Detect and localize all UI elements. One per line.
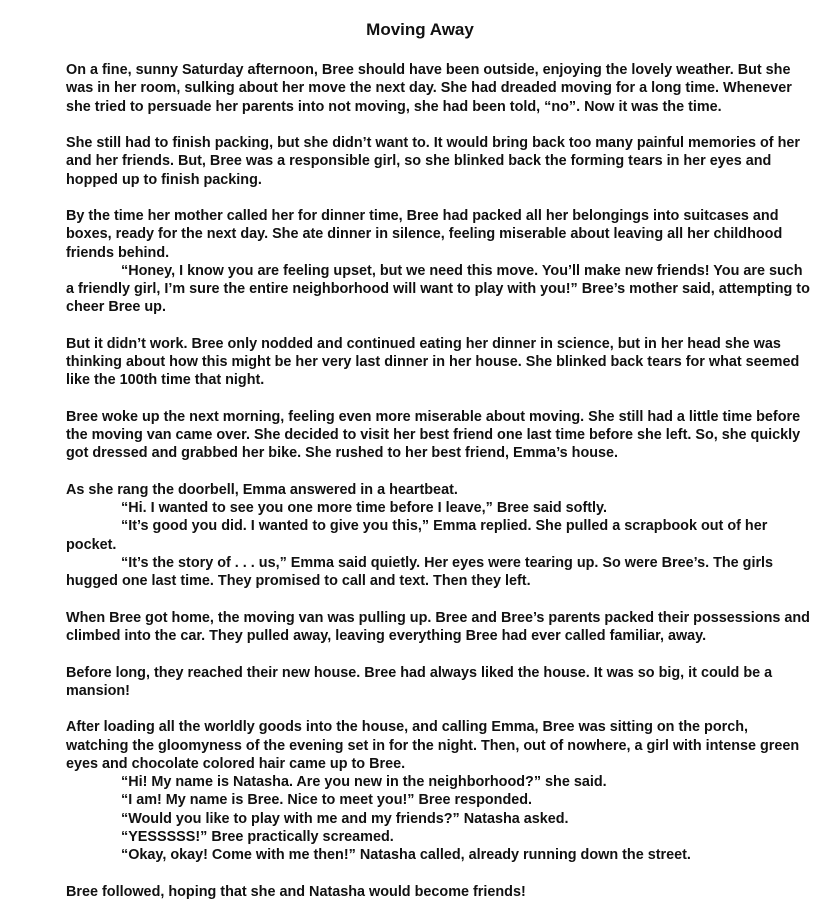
text-line: a friendly girl, I’m sure the entire neighborhood will want to play with you!” Bree’s mother said, attempting to	[66, 281, 810, 298]
text-line: got dressed and grabbed her bike. She rushed to her best friend, Emma’s house.	[66, 445, 619, 462]
dialogue-line: “Okay, okay! Come with me then!” Natasha called, already running down the street.	[121, 847, 691, 864]
dialogue-line: “I am! My name is Bree. Nice to meet you!” Bree responded.	[121, 792, 533, 809]
text-line: was in her room, sulking about her move the next day. She had dreaded moving for a long time. Whenever	[66, 80, 792, 97]
paragraph	[66, 61, 792, 116]
text-line: mansion!	[66, 682, 130, 699]
text-line: the moving van came over. She decided to visit her best friend one last time before she left. So, she quickly	[66, 427, 801, 444]
text-line: climbed into the car. They pulled away, leaving everything Bree had ever called familiar, away.	[66, 628, 707, 645]
text-line: On a fine, sunny Saturday afternoon, Bree should have been outside, enjoying the lovely weather. But she	[66, 62, 791, 78]
dialogue-line: “It’s the story of . . . us,” Emma said quietly. Her eyes were tearing up. So were Bree’s. The girls	[121, 554, 774, 571]
document-title: Moving Away	[366, 20, 474, 39]
text-line: watching the gloomyness of the evening set in for the night. Then, out of nowhere, a girl with intense green	[66, 737, 800, 754]
text-line: hugged one last time. They promised to call and text. Then they left.	[66, 573, 531, 590]
text-line: eyes and chocolate colored hair came up to Bree.	[66, 755, 406, 772]
text-line: Bree followed, hoping that she and Natasha would become friends!	[66, 883, 526, 900]
text-line: thinking about how this might be her very last dinner in her house. She blinked back tears for what seemed	[66, 354, 800, 371]
text-line: like the 100th time that night.	[66, 372, 265, 389]
paragraph	[66, 718, 800, 864]
paragraph	[66, 207, 810, 317]
dialogue-line: “Would you like to play with me and my friends?” Natasha asked.	[121, 810, 569, 827]
text-line: As she rang the doorbell, Emma answered in a heartbeat.	[66, 481, 458, 498]
text-line: After loading all the worldly goods into the house, and calling Emma, Bree was sitting on the porch,	[66, 719, 749, 736]
paragraph	[66, 609, 810, 646]
paragraph	[66, 883, 782, 901]
dialogue-line: “Honey, I know you are feeling upset, but we need this move. You’ll make new friends! You are such	[121, 262, 803, 279]
text-line: pocket.	[66, 536, 117, 553]
text-line: Bree woke up the next morning, feeling even more miserable about moving. She still had a little time before	[66, 408, 801, 425]
dialogue-line: “Hi. I wanted to see you one more time before I leave,” Bree said softly.	[121, 500, 607, 517]
paragraph	[66, 408, 801, 463]
text-line: cheer Bree up.	[66, 299, 166, 316]
paragraph	[66, 335, 800, 390]
text-line: friends behind.	[66, 244, 170, 261]
paragraph	[66, 134, 800, 189]
text-line: hopped up to finish packing.	[66, 171, 262, 188]
text-line: When Bree got home, the moving van was pulling up. Bree and Bree’s parents packed their possessions and	[66, 609, 810, 626]
dialogue-line: “Hi! My name is Natasha. Are you new in the neighborhood?” she said.	[121, 774, 607, 791]
text-line: boxes, ready for the next day. She ate dinner in silence, feeling miserable about leaving all her childhood	[66, 226, 783, 243]
text-line: Before long, they reached their new house. Bree had always liked the house. It was so big, it could be a	[66, 664, 773, 681]
text-line: she tried to persuade her parents into not moving, she had been told, “no”. Now it was the time.	[66, 98, 722, 115]
paragraph	[66, 481, 782, 591]
paragraph	[66, 664, 782, 701]
dialogue-line: “YESSSSS!” Bree practically screamed.	[121, 828, 394, 845]
document-page	[66, 20, 810, 919]
dialogue-line: “It’s good you did. I wanted to give you this,” Emma replied. She pulled a scrapbook out of her	[121, 518, 768, 535]
text-line: But it didn’t work. Bree only nodded and continued eating her dinner in science, but in her head she was	[66, 335, 781, 352]
text-line: By the time her mother called her for dinner time, Bree had packed all her belongings into suitcases and	[66, 208, 779, 225]
text-line: She still had to finish packing, but she didn’t want to. It would bring back too many painful memories of her	[66, 135, 800, 152]
document-body	[66, 61, 810, 901]
text-line: and her friends. But, Bree was a responsible girl, so she blinked back the forming tears in her eyes and	[66, 153, 772, 170]
